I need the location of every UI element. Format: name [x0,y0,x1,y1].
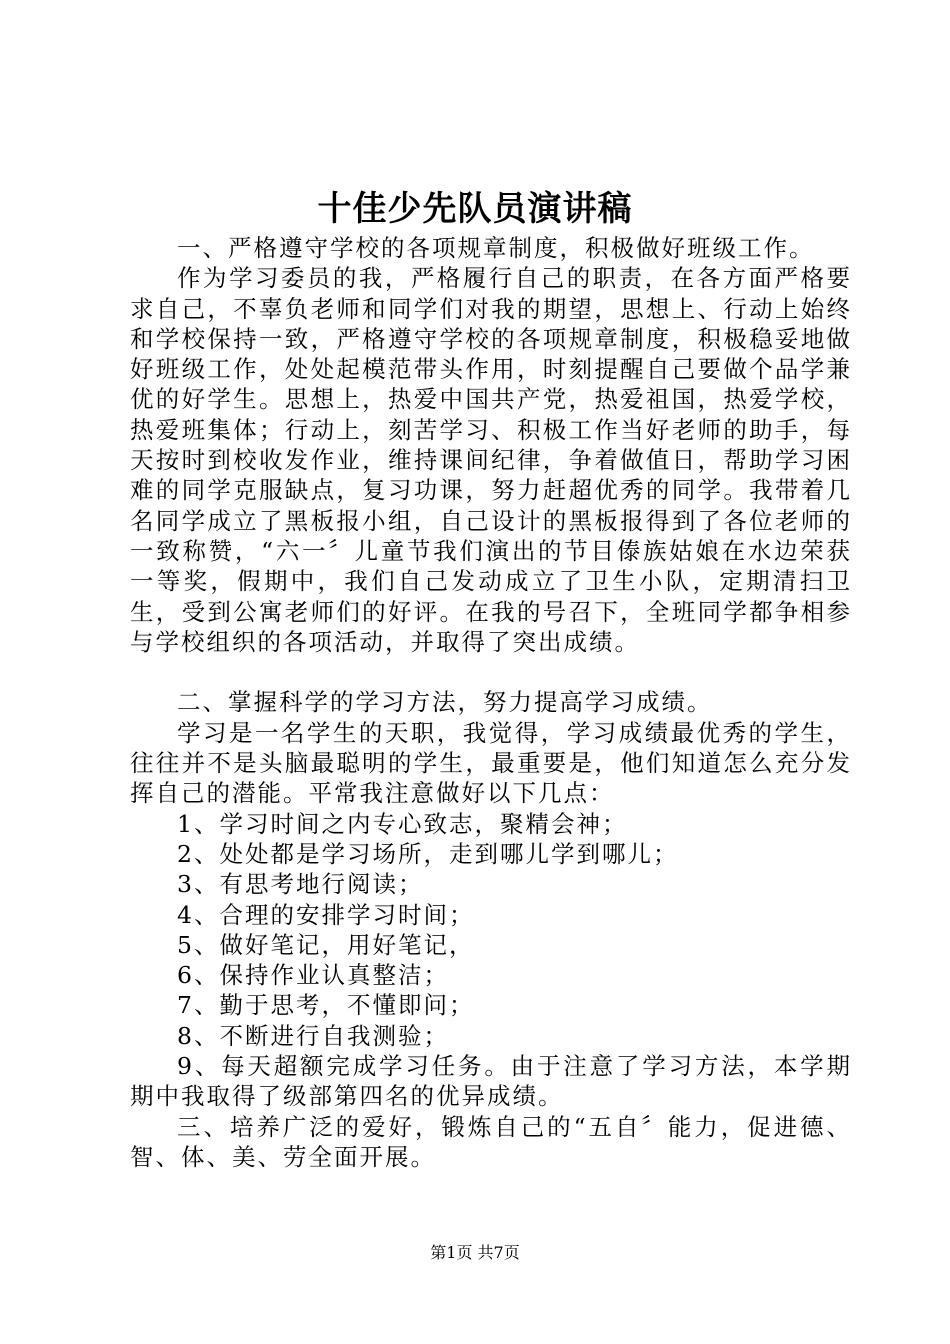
section1-body: 作为学习委员的我，严格履行自己的职责，在各方面严格要求自己，不辜负老师和同学们对我的期望，思想上、行动上始终和学校保持一致，严格遵守学校的各项规章制度，积极稳妥地做好班级工作，处处起模范带头作用，时刻提醒自己要做个品学兼优的好学生。思想上，热爱中国共产党，热爱祖国，热爱学校，热爱班集体；行动上，刻苦学习、积极工作当好老师的助手，每天按时到校收发作业，维持课间纪律，争着做值日，帮助学习困难的同学克服缺点，复习功课，努力赶超优秀的同学。我带着几名同学成立了黑板报小组，自己设计的黑板报得到了各位老师的一致称赞，“六一〞儿童节我们演出的节目傣族姑娘在水边荣获一等奖，假期中，我们自己发动成立了卫生小队，定期清扫卫生，受到公寓老师们的好评。在我的号召下，全班同学都争相参与学校组织的各项活动，并取得了突出成绩。 [130,264,852,656]
list-item: 7、勤于思考，不懂即问； [177,991,475,1020]
list-item: 6、保持作业认真整洁； [177,961,449,990]
section3-heading: 三、培养广泛的爱好，锻炼自己的“五自〞能力，促进德、智、体、美、劳全面开展。 [130,1112,852,1171]
list-item: 1、学习时间之内专心致志，聚精会神； [177,809,628,838]
section1-heading: 一、严格遵守学校的各项规章制度，积极做好班级工作。 [177,234,815,262]
document-body [130,233,852,1172]
section2-intro: 学习是一名学生的天职，我觉得，学习成绩最优秀的学生，往往并不是头脑最聪明的学生，最重要是，他们知道怎么充分发挥自己的潜能。平常我注意做好以下几点： [130,718,852,808]
list-item: 2、处处都是学习场所，走到哪儿学到哪儿； [177,839,679,868]
page-footer: 第1页 共7页 [430,1243,520,1262]
list-item: 3、有思考地行阅读； [177,870,424,899]
list-item: 8、不断进行自我测验； [177,1021,449,1050]
list-item: 9、每天超额完成学习任务。由于注意了学习方法，本学期期中我取得了级部第四名的优异成绩。 [130,1052,852,1111]
section2-heading: 二、掌握科学的学习方法，努力提高学习成绩。 [177,688,713,717]
list-item: 4、合理的安排学习时间； [177,900,475,929]
paragraph-gap [130,657,852,687]
list-item: 5、做好笔记，用好笔记， [177,930,475,959]
document-title: 十佳少先队员演讲稿 [317,189,633,229]
